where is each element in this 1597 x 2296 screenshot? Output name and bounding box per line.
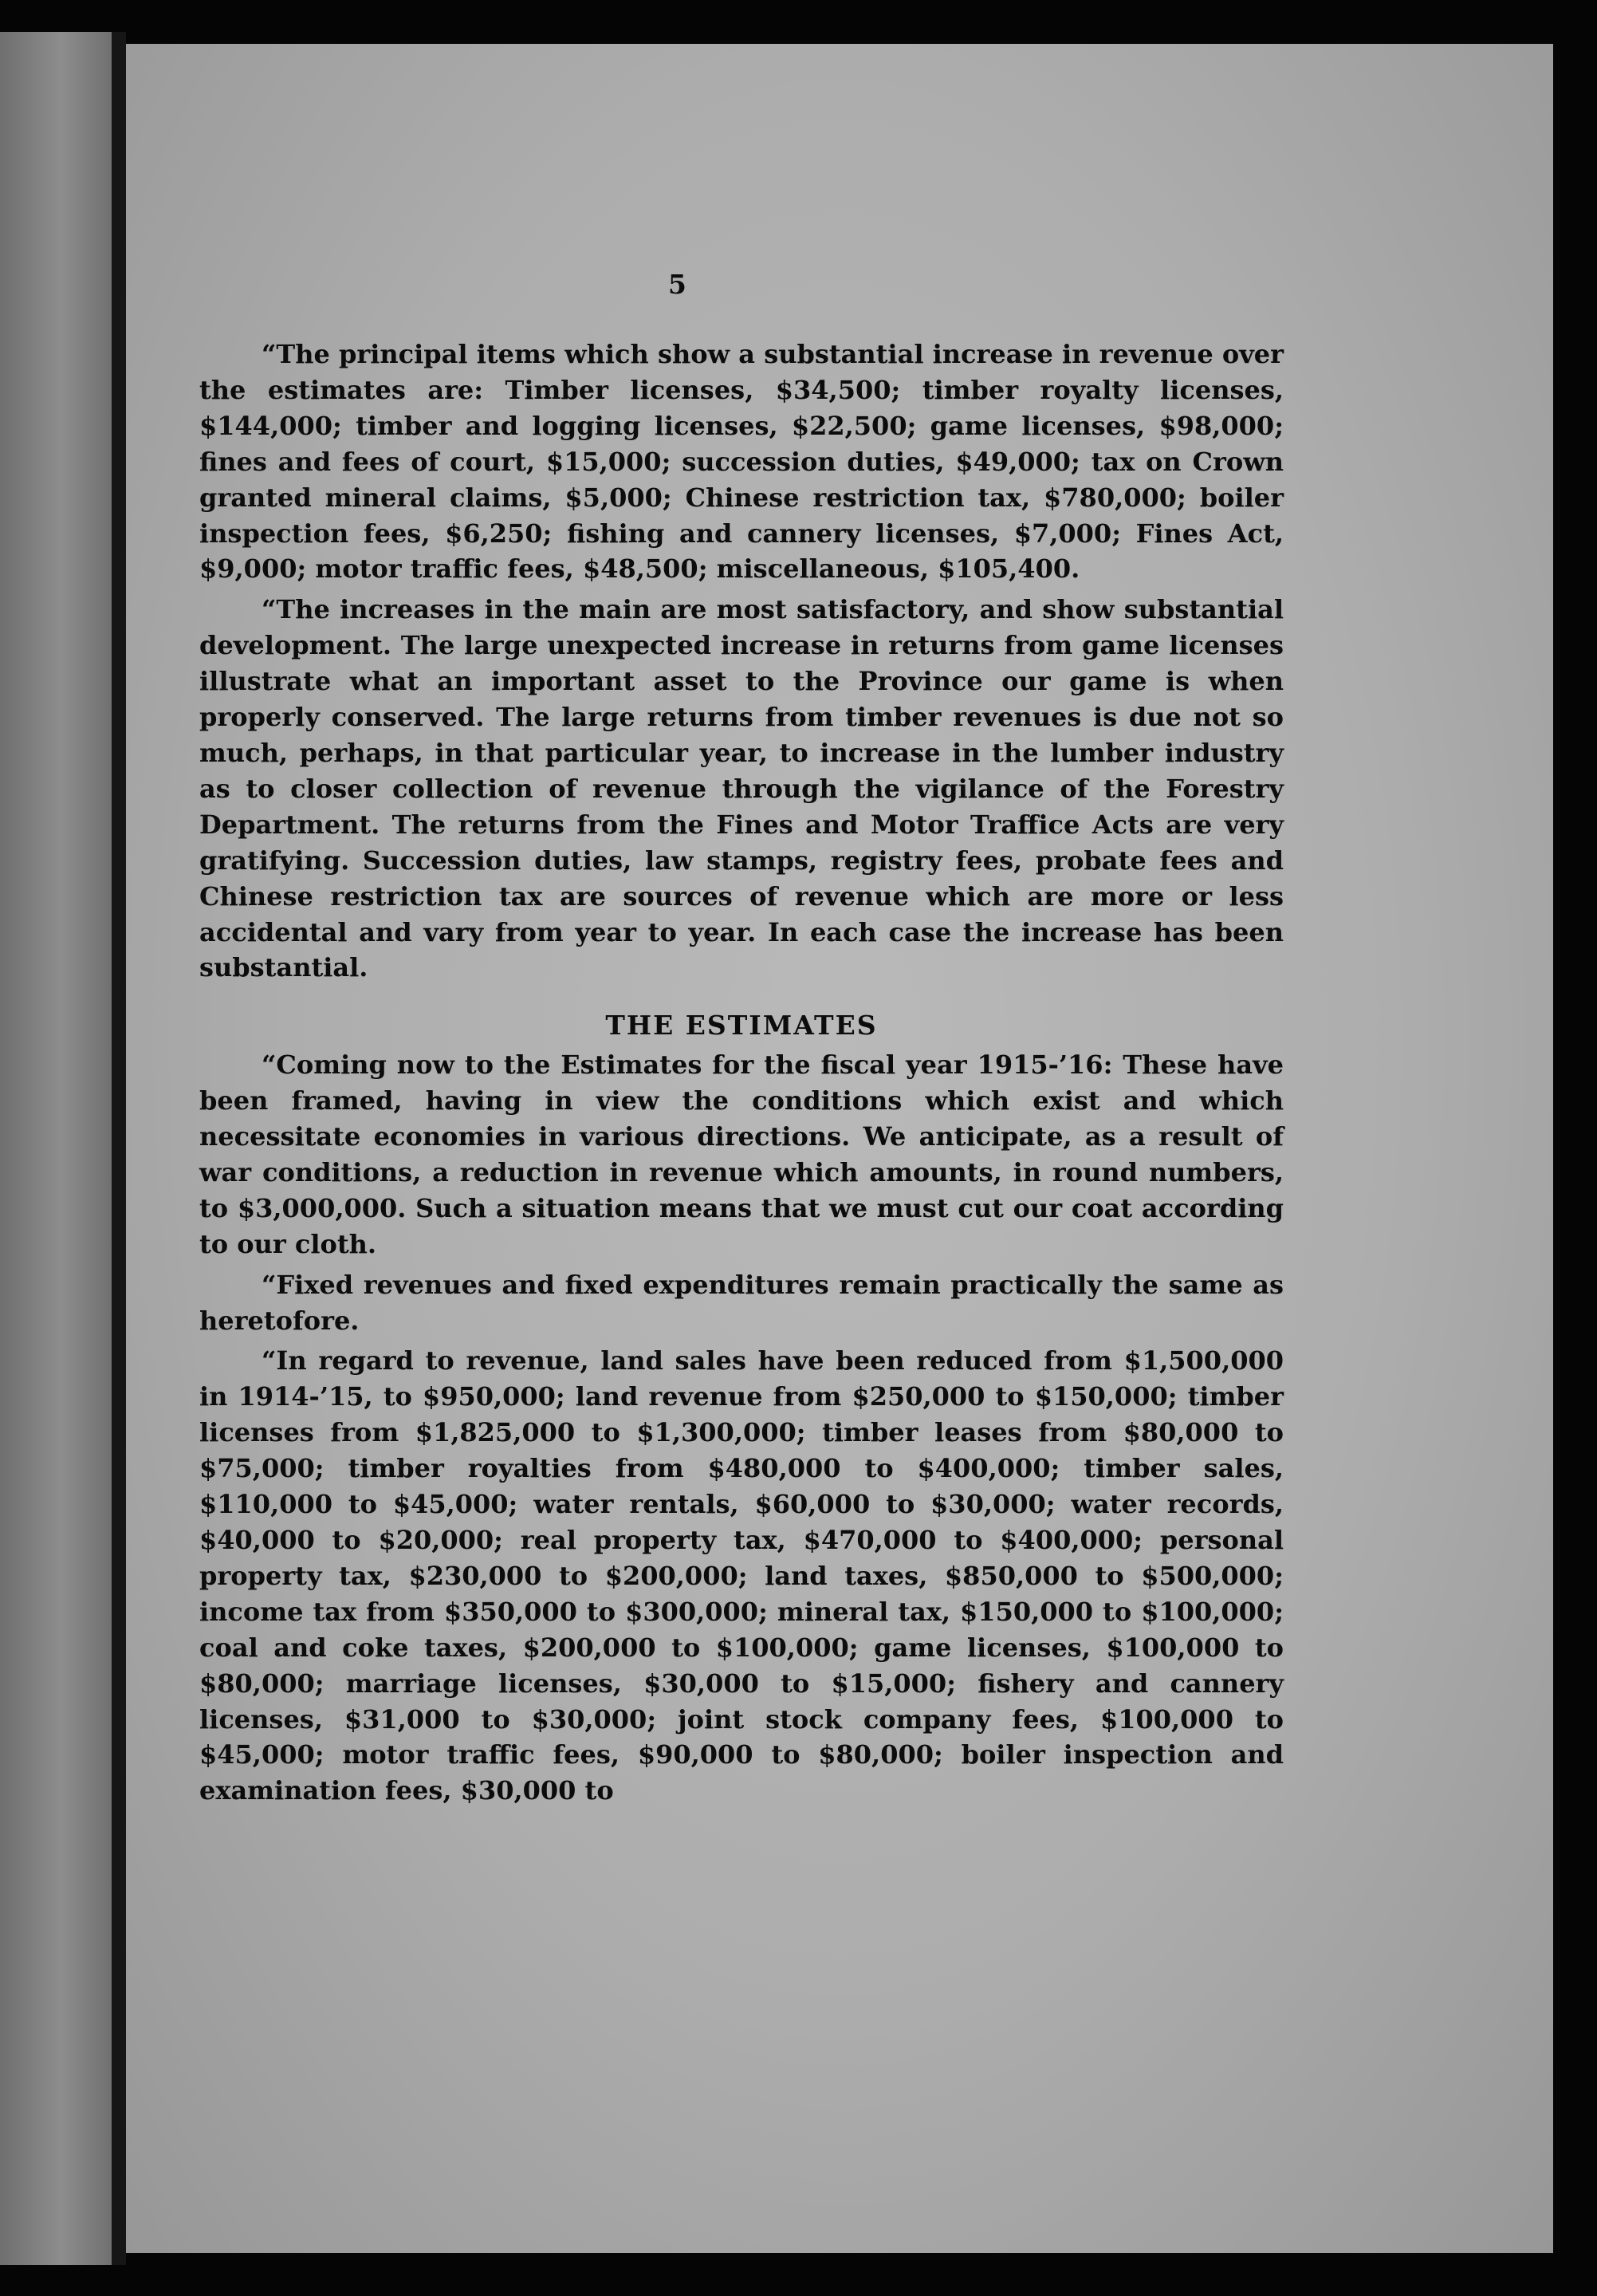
paragraph-revenue-reductions: “In regard to revenue, land sales have been reduced from $1,500,000 in 1914-’15, to $950,000; land revenue from $250,000 to $150,000; timber licenses from $1,825,000 to $1,300,000; timber leases from $80,000 to $75,000; timber royalties from $480,000 to $400,000; timber sales, $110,000 to $45,000; water rentals, $60,000 to $30,000; water records, $40,000 to $20,000; real property tax, $470,000 to $400,000; personal property tax, $230,000 to $200,000; land taxes, $850,000 to $500,000; income tax from $350,000 to $300,000; mineral tax, $150,000 to $100,000; coal and coke taxes, $200,000 to $100,000; game licenses, $100,000 to $80,000; marriage licenses, $30,000 to $15,000; fishery and cannery licenses, $31,000 to $30,000; joint stock company fees, $100,000 to $45,000; motor traffic fees, $90,000 to $80,000; boiler inspection and examination fees, $30,000 to bbox=[199, 1345, 1284, 1806]
paragraph-increases: “The increases in the main are most satisfactory, and show substantial development. The large unexpected increase in returns from game licenses illustrate what an important asset to the Province our game is when properly conserved. The large returns from timber revenues is due not so much, perhaps, in that particular year, to increase in the lumber industry as to closer collection of revenue through the vigilance of the Forestry Department. The returns from the Fines and Motor Traffice Acts are very gratifying. Succession duties, law stamps, registry fees, probate fees and Chinese restriction tax are sources of revenue which are more or less accidental and vary from year to year. In each case the increase has been substantial. bbox=[199, 594, 1284, 983]
page-number: 5 bbox=[668, 269, 686, 300]
paragraph-estimates-intro: “Coming now to the Estimates for the fiscal year 1915-’16: These have been framed, having in view the conditions which exist and which necessitate economies in various directions. We anticipate, as a result of war conditions, a reduction in revenue which amounts, in round numbers, to $3,000,000. Such a situation means that we must cut our coat according to our cloth. bbox=[199, 1050, 1284, 1259]
section-heading: THE ESTIMATES bbox=[605, 1010, 878, 1042]
paragraph-principal-items: “The principal items which show a substantial increase in revenue over the estimates are: Timber licenses, $34,500; timber royalty licenses, $144,000; timber and logging licenses, $22,500; game licenses, $98,000; fines and fees of court, $15,000; succession duties, $49,000; tax on Crown granted mineral claims, $5,000; Chinese restriction tax, $780,000; boiler inspection fees, $6,250; fishing and cannery licenses, $7,000; Fines Act, $9,000; motor traffic fees, $48,500; miscellaneous, $105,400. bbox=[199, 339, 1284, 585]
book-gutter bbox=[112, 32, 126, 2265]
paragraph-fixed-revenues: “Fixed revenues and fixed expenditures remain practically the same as heretofore. bbox=[199, 1269, 1284, 1336]
page-body bbox=[199, 263, 1284, 1814]
facing-page-edge bbox=[0, 32, 112, 2265]
